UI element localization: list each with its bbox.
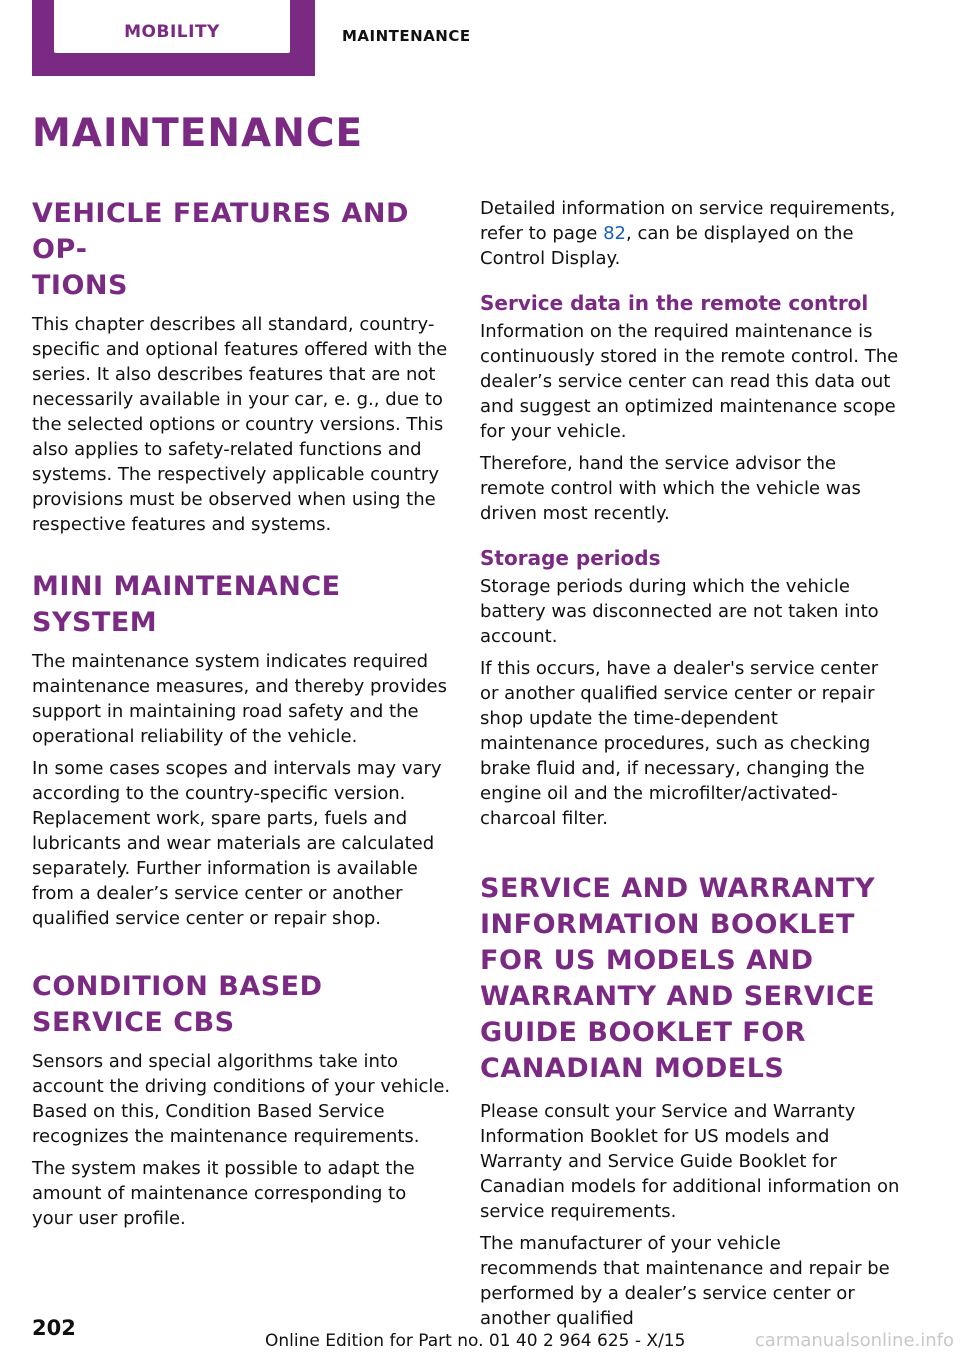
watermark: carmanualsonline.info	[754, 1330, 954, 1351]
paragraph-warranty-1: Please consult your Service and Warranty Information Booklet for US models and Warranty and Service Guide Booklet for Canadian models for additional information on service requirements.	[480, 1101, 900, 1222]
paragraph-maintenance-system-2: In some cases scopes and intervals may vary according to the country-specific version. Replacement work, spare parts, fuels and lubricants and wear materials are calculated separately. Further information is available from a dealer’s service center or another qualified service center or repair shop.	[32, 758, 442, 929]
heading-service-data-remote: Service data in the remote control	[480, 291, 869, 315]
paragraph-vehicle-features: This chapter describes all standard, country-specific and optional features offered with the series. It also describes features that are not necessarily available in your car, e. g., due to the selected options or country versions. This also applies to safety-related functions and systems. The respectively applicable country provisions must be observed when using the respective features and systems.	[32, 314, 448, 535]
left-column	[32, 196, 452, 1238]
page-number: 202	[32, 1316, 76, 1340]
tab-mobility[interactable]	[32, 0, 315, 76]
tab-mobility-inner	[54, 0, 290, 53]
tab-maintenance[interactable]: MAINTENANCE	[342, 27, 471, 45]
paragraph-remote-2: Therefore, hand the service advisor the remote control with which the vehicle was driven most recently.	[480, 453, 861, 524]
heading-maintenance-system: MINI MAINTENANCE SYSTEM	[32, 571, 341, 638]
paragraph-storage-1: Storage periods during which the vehicle battery was disconnected are not taken into account.	[480, 576, 879, 647]
paragraph-maintenance-system-1: The maintenance system indicates required maintenance measures, and thereby provides support in maintaining road safety and the operational reliability of the vehicle.	[32, 651, 447, 747]
paragraph-cbs-1: Sensors and special algorithms take into account the driving conditions of your vehicle. Based on this, Condition Based Service recognizes the maintenance requirements.	[32, 1051, 451, 1147]
page-title: MAINTENANCE	[32, 111, 364, 156]
heading-cbs: CONDITION BASED SERVICE CBS	[32, 971, 323, 1038]
paragraph-cbs-2: The system makes it possible to adapt the amount of maintenance corresponding to your user profile.	[32, 1158, 415, 1229]
heading-warranty-booklet: SERVICE AND WARRANTY INFORMATION BOOKLET FOR US MODELS AND WARRANTY AND SERVICE GUIDE BOOKLET FOR CANADIAN MODELS	[480, 873, 876, 1084]
paragraph-storage-2: If this occurs, have a dealer's service center or another qualified service center or repair shop update the time-dependent maintenance procedures, such as checking brake fluid and, if necessary, changing the engine oil and the microfilter/activated-charcoal filter.	[480, 658, 879, 829]
paragraph-remote-1: Information on the required maintenance is continuously stored in the remote control. The dealer’s service center can read this data out and suggest an optimized maintenance scope for your vehicle.	[480, 321, 899, 442]
right-column	[480, 196, 900, 1338]
footer-edition: Online Edition for Part no. 01 40 2 964 625 - X/15	[265, 1331, 686, 1351]
heading-storage-periods: Storage periods	[480, 546, 661, 570]
paragraph-warranty-2: The manufacturer of your vehicle recommends that maintenance and repair be performed by a dealer’s service center or another qualified	[480, 1233, 890, 1329]
page-link-82[interactable]: 82	[603, 223, 626, 244]
tab-mobility-label: MOBILITY	[124, 22, 220, 42]
paragraph-detail-info: Detailed information on service requirements, refer to page 82, can be displayed on the Control Display.	[480, 198, 896, 269]
heading-vehicle-features: VEHICLE FEATURES AND OP‐ TIONS	[32, 198, 409, 301]
